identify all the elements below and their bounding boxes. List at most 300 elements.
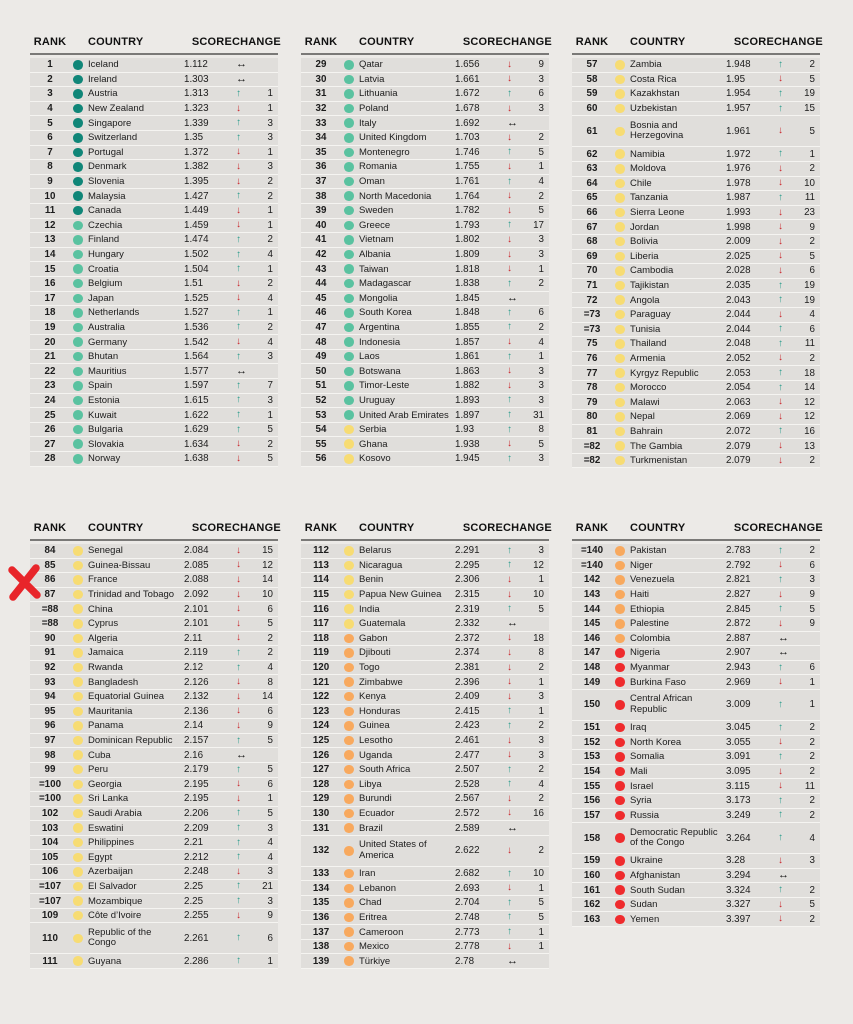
tier-dot: [70, 89, 86, 99]
score-value: 2.589: [455, 822, 480, 834]
table-header-row: [301, 36, 552, 55]
country-name: Iraq: [630, 722, 647, 734]
table-row: [301, 452, 549, 467]
rank-cell: 111: [42, 955, 58, 967]
change-cell: [232, 808, 278, 819]
column-header-rank: RANK: [575, 522, 609, 534]
score-value: 2.319: [455, 603, 480, 615]
down-arrow-icon: ↓: [236, 617, 241, 629]
country-name: Mali: [630, 766, 648, 778]
score-value: 1.861: [455, 351, 480, 363]
change-value: 6: [267, 932, 273, 944]
column-header-rank: RANK: [304, 522, 338, 534]
country-name: Montenegro: [359, 146, 410, 158]
change-cell: [232, 779, 278, 790]
change-value: 6: [809, 559, 815, 571]
tier-dot-icon: [615, 915, 625, 925]
score-value: 1.761: [455, 176, 480, 188]
score-value: 1.782: [455, 205, 480, 217]
change-cell: [503, 453, 549, 464]
tier-dot: [341, 809, 357, 819]
up-arrow-icon: ↑: [778, 148, 783, 160]
table-row: [30, 204, 278, 219]
table-row: [30, 87, 278, 102]
change-cell: [774, 236, 820, 247]
change-cell: [503, 205, 549, 216]
change-value: 3: [538, 545, 544, 557]
country-name: Sudan: [630, 899, 658, 911]
rank-cell: 43: [315, 263, 327, 275]
rank-cell: 77: [586, 367, 598, 379]
tier-dot-icon: [73, 663, 83, 673]
change-cell: [503, 351, 549, 362]
country-name: Cyprus: [88, 618, 119, 630]
tier-dot: [70, 323, 86, 333]
down-arrow-icon: ↓: [236, 719, 241, 731]
up-arrow-icon: ↑: [778, 279, 783, 291]
tier-dot-icon: [73, 809, 83, 819]
rank-cell: 120: [312, 662, 330, 674]
score-value: 2.306: [455, 574, 480, 586]
country-name: Malaysia: [88, 190, 126, 202]
rank-cell: 130: [312, 807, 330, 819]
tier-dot-icon: [73, 911, 83, 921]
change-cell: [232, 545, 278, 556]
rank-cell: 17: [44, 292, 56, 304]
tier-dot: [70, 882, 86, 892]
tier-dot-icon: [615, 796, 625, 806]
change-value: 1: [538, 161, 544, 173]
table-row: [30, 58, 278, 73]
change-value: 1: [267, 219, 273, 231]
rank-cell: 123: [312, 705, 330, 717]
down-arrow-icon: ↓: [507, 940, 512, 952]
change-cell: [774, 309, 820, 320]
table-row: [30, 175, 278, 190]
change-value: 1: [267, 88, 273, 100]
down-arrow-icon: ↓: [507, 661, 512, 673]
column-header-score: SCORE: [191, 522, 232, 534]
table-row: [572, 602, 820, 617]
change-value: 19: [804, 88, 815, 100]
tier-dot-icon: [73, 838, 83, 848]
column-header-score: SCORE: [191, 36, 232, 48]
change-value: 3: [267, 132, 273, 144]
rank-cell: 162: [583, 899, 601, 911]
table-header-row: [572, 36, 823, 55]
score-value: 1.978: [726, 177, 751, 189]
rank-cell: 106: [41, 866, 59, 878]
table-row: [572, 454, 820, 469]
table-row: [301, 189, 549, 204]
tier-dot-icon: [615, 752, 625, 762]
change-value: 8: [538, 647, 544, 659]
score-value: 3.095: [726, 766, 751, 778]
tier-dot: [341, 619, 357, 629]
score-value: 2.206: [184, 807, 209, 819]
table-row: [301, 204, 549, 219]
up-arrow-icon: ↑: [507, 306, 512, 318]
country-name: Tajikistan: [630, 280, 670, 292]
country-name: Venezuela: [630, 574, 675, 586]
tier-dot-icon: [73, 896, 83, 906]
rank-cell: 151: [583, 722, 601, 734]
change-cell: [774, 885, 820, 896]
table-row: [301, 807, 549, 822]
table-row: [301, 248, 549, 263]
score-value: 2.085: [184, 559, 209, 571]
change-cell: [774, 207, 820, 218]
country-name: Iran: [359, 868, 376, 880]
tier-dot: [612, 604, 628, 614]
tier-dot-icon: [615, 663, 625, 673]
up-arrow-icon: ↑: [507, 544, 512, 556]
rank-cell: 90: [44, 632, 56, 644]
table-row: [30, 437, 278, 452]
table-row: [572, 293, 820, 308]
rank-cell: 47: [315, 321, 327, 333]
change-cell: [774, 338, 820, 349]
score-value: 1.615: [184, 394, 209, 406]
tier-dot-icon: [344, 956, 354, 966]
country-name: Oman: [359, 176, 385, 188]
change-value: 16: [533, 807, 544, 819]
tier-dot: [612, 75, 628, 85]
country-name: Eswatini: [88, 822, 124, 834]
column-header-change: CHANGE: [232, 36, 281, 48]
tier-dot-icon: [615, 575, 625, 585]
change-cell: [503, 545, 549, 556]
rank-cell: =140: [580, 559, 604, 571]
tier-dot-icon: [73, 692, 83, 702]
table-row: [30, 306, 278, 321]
table-row: [572, 279, 820, 294]
score-value: 2.052: [726, 352, 751, 364]
score-value: 1.972: [726, 148, 751, 160]
change-value: 1: [267, 263, 273, 275]
country-name: Bangladesh: [88, 676, 139, 688]
change-value: 3: [538, 249, 544, 261]
score-value: 2.132: [184, 691, 209, 703]
change-cell: [774, 88, 820, 99]
tier-dot: [341, 191, 357, 201]
change-value: 5: [538, 146, 544, 158]
rank-cell: 1: [47, 59, 53, 71]
rank-cell: 52: [315, 394, 327, 406]
score-value: 2.25: [184, 880, 204, 892]
country-name: Ecuador: [359, 807, 395, 819]
down-arrow-icon: ↓: [778, 559, 783, 571]
table-row: [301, 262, 549, 277]
column-header-score: SCORE: [733, 36, 774, 48]
down-arrow-icon: ↓: [236, 219, 241, 231]
rank-cell: =100: [38, 778, 62, 790]
country-name: Mauritius: [88, 365, 127, 377]
score-value: 2.14: [184, 720, 204, 732]
table-row: [572, 58, 820, 73]
tier-dot: [612, 590, 628, 600]
table-row: [30, 807, 278, 822]
country-name: Guinea: [359, 720, 390, 732]
tier-dot: [70, 133, 86, 143]
change-value: 9: [809, 589, 815, 601]
table-row: [30, 408, 278, 423]
change-value: 4: [809, 832, 815, 844]
change-cell: [232, 147, 278, 158]
change-value: 9: [267, 910, 273, 922]
score-value: 3.173: [726, 795, 751, 807]
tier-dot-icon: [344, 279, 354, 289]
table-row: [572, 661, 820, 676]
table-row: [572, 544, 820, 559]
score-value: 1.93: [455, 424, 475, 436]
tier-dot: [612, 266, 628, 276]
table-row: [572, 323, 820, 338]
change-cell: [232, 176, 278, 187]
up-arrow-icon: ↑: [778, 337, 783, 349]
country-name: Slovenia: [88, 176, 125, 188]
rank-cell: 91: [44, 647, 56, 659]
tier-dot-icon: [73, 561, 83, 571]
score-value: 1.395: [184, 176, 209, 188]
rank-cell: 7: [47, 146, 53, 158]
table-row: [572, 220, 820, 235]
up-arrow-icon: ↑: [507, 911, 512, 923]
tier-dot: [70, 546, 86, 556]
change-cell: [232, 424, 278, 435]
change-value: 5: [809, 250, 815, 262]
country-name: Lithuania: [359, 88, 398, 100]
up-arrow-icon: ↑: [507, 423, 512, 435]
up-arrow-icon: ↑: [778, 544, 783, 556]
score-value: 3.091: [726, 751, 751, 763]
table-row: [572, 337, 820, 352]
down-arrow-icon: ↓: [507, 233, 512, 245]
same-arrow-icon: ↔: [507, 821, 518, 834]
table-row: [301, 335, 549, 350]
country-name: Slovakia: [88, 438, 124, 450]
rank-cell: 98: [44, 749, 56, 761]
change-cell: [503, 410, 549, 421]
rank-cell: 29: [315, 59, 327, 71]
change-cell: [232, 439, 278, 450]
tier-dot-icon: [344, 294, 354, 304]
change-value: 4: [809, 309, 815, 321]
table-row: [301, 292, 549, 307]
tier-dot: [70, 692, 86, 702]
change-cell: [232, 823, 278, 834]
country-name: Serbia: [359, 424, 387, 436]
table-row: [572, 352, 820, 367]
score-value: 1.112: [184, 59, 208, 71]
rank-cell: =100: [38, 793, 62, 805]
tier-dot-icon: [73, 575, 83, 585]
tier-dot: [70, 425, 86, 435]
up-arrow-icon: ↑: [778, 809, 783, 821]
tier-dot: [341, 869, 357, 879]
rank-cell: 127: [312, 764, 330, 776]
up-arrow-icon: ↑: [778, 87, 783, 99]
tier-dot-icon: [615, 89, 625, 99]
down-arrow-icon: ↓: [236, 102, 241, 114]
rank-cell: 20: [44, 336, 56, 348]
table-row: [30, 675, 278, 690]
score-value: 2.12: [184, 662, 204, 674]
score-value: 1.656: [455, 59, 480, 71]
change-value: 18: [533, 632, 544, 644]
tier-dot: [70, 575, 86, 585]
change-cell: [503, 912, 549, 923]
change-cell: [774, 870, 820, 881]
country-name: Botswana: [359, 365, 401, 377]
table-row: [301, 321, 549, 336]
score-value: 2.048: [726, 338, 751, 350]
table-row: [30, 909, 278, 924]
same-arrow-icon: ↔: [778, 631, 789, 644]
country-name: Madagascar: [359, 278, 412, 290]
table-body: [30, 544, 278, 969]
table-row: [301, 646, 549, 661]
change-cell: [232, 750, 278, 761]
country-name: Honduras: [359, 705, 401, 717]
change-value: 1: [267, 205, 273, 217]
rank-cell: 113: [313, 559, 329, 571]
change-value: 3: [538, 691, 544, 703]
tier-dot: [341, 721, 357, 731]
score-value: 2.415: [455, 705, 480, 717]
change-value: 3: [267, 351, 273, 363]
country-name: Libya: [359, 778, 382, 790]
tier-dot: [612, 619, 628, 629]
rank-cell: 163: [583, 913, 601, 925]
change-value: 1: [538, 882, 544, 894]
country-name: Burundi: [359, 793, 392, 805]
change-cell: [232, 691, 278, 702]
down-arrow-icon: ↓: [236, 909, 241, 921]
score-value: 3.045: [726, 722, 751, 734]
tier-dot-icon: [344, 942, 354, 952]
score-value: 2.622: [455, 845, 480, 857]
down-arrow-icon: ↓: [236, 603, 241, 615]
tier-dot: [341, 707, 357, 717]
up-arrow-icon: ↑: [507, 603, 512, 615]
tier-dot-icon: [344, 191, 354, 201]
rank-cell: 137: [312, 926, 330, 938]
change-value: 10: [262, 589, 273, 601]
rank-cell: 42: [315, 249, 327, 261]
tier-dot: [612, 856, 628, 866]
rank-cell: 158: [583, 832, 601, 844]
up-arrow-icon: ↑: [236, 734, 241, 746]
country-name: Uganda: [359, 749, 393, 761]
score-value: 2.079: [726, 455, 751, 467]
rank-cell: 38: [315, 190, 327, 202]
country-name: Eritrea: [359, 911, 387, 923]
tier-dot: [612, 833, 628, 843]
change-cell: [774, 353, 820, 364]
country-name: Turkmenistan: [630, 455, 688, 467]
tier-dot-icon: [615, 164, 625, 174]
change-value: 1: [538, 263, 544, 275]
rank-cell: =107: [38, 880, 62, 892]
change-value: 1: [267, 103, 273, 115]
change-value: 6: [267, 603, 273, 615]
score-value: 1.838: [455, 278, 480, 290]
country-name: Egypt: [88, 851, 113, 863]
rank-cell: 160: [583, 869, 601, 881]
table-row: [30, 350, 278, 365]
country-name: Chad: [359, 897, 382, 909]
tier-dot: [612, 634, 628, 644]
up-arrow-icon: ↑: [778, 794, 783, 806]
tier-dot: [612, 456, 628, 466]
tier-dot-icon: [344, 162, 354, 172]
tier-dot-icon: [344, 677, 354, 687]
up-arrow-icon: ↑: [507, 926, 512, 938]
table-row: [301, 881, 549, 896]
rank-cell: 78: [586, 382, 598, 394]
tier-dot-icon: [73, 648, 83, 658]
change-value: 9: [267, 720, 273, 732]
tier-dot-icon: [73, 206, 83, 216]
table-row: [30, 821, 278, 836]
table-row: [30, 719, 278, 734]
tier-dot: [70, 454, 86, 464]
tier-dot: [70, 162, 86, 172]
change-cell: [232, 395, 278, 406]
down-arrow-icon: ↓: [507, 336, 512, 348]
change-cell: [503, 677, 549, 688]
table-row: [301, 675, 549, 690]
change-cell: [774, 766, 820, 777]
table-row: [301, 73, 549, 88]
country-name: Somalia: [630, 751, 665, 763]
change-cell: [503, 439, 549, 450]
down-arrow-icon: ↓: [778, 396, 783, 408]
change-cell: [503, 764, 549, 775]
change-value: 2: [809, 352, 815, 364]
down-arrow-icon: ↓: [236, 865, 241, 877]
rank-cell: 4: [47, 103, 53, 115]
table-row: [301, 559, 549, 574]
country-name: The Gambia: [630, 440, 683, 452]
change-cell: [774, 103, 820, 114]
table-row: [30, 248, 278, 263]
tier-dot-icon: [73, 780, 83, 790]
score-value: 2.035: [726, 280, 751, 292]
rank-cell: 58: [586, 73, 598, 85]
change-cell: [503, 735, 549, 746]
tier-dot-icon: [73, 439, 83, 449]
change-cell: [503, 720, 549, 731]
column-header-country: COUNTRY: [630, 36, 686, 48]
tier-dot-icon: [73, 279, 83, 289]
tier-dot: [70, 221, 86, 231]
tier-dot-icon: [344, 221, 354, 231]
column-header-rank: RANK: [33, 522, 67, 534]
down-arrow-icon: ↓: [507, 807, 512, 819]
rank-cell: 132: [312, 845, 330, 857]
rank-cell: 117: [313, 618, 329, 630]
rank-cell: 41: [315, 234, 327, 246]
score-value: 1.793: [455, 219, 480, 231]
tier-dot-icon: [73, 381, 83, 391]
up-arrow-icon: ↑: [236, 117, 241, 129]
score-value: 1.502: [184, 249, 209, 261]
change-cell: [774, 192, 820, 203]
change-value: 1: [538, 926, 544, 938]
score-value: 1.954: [726, 88, 751, 100]
